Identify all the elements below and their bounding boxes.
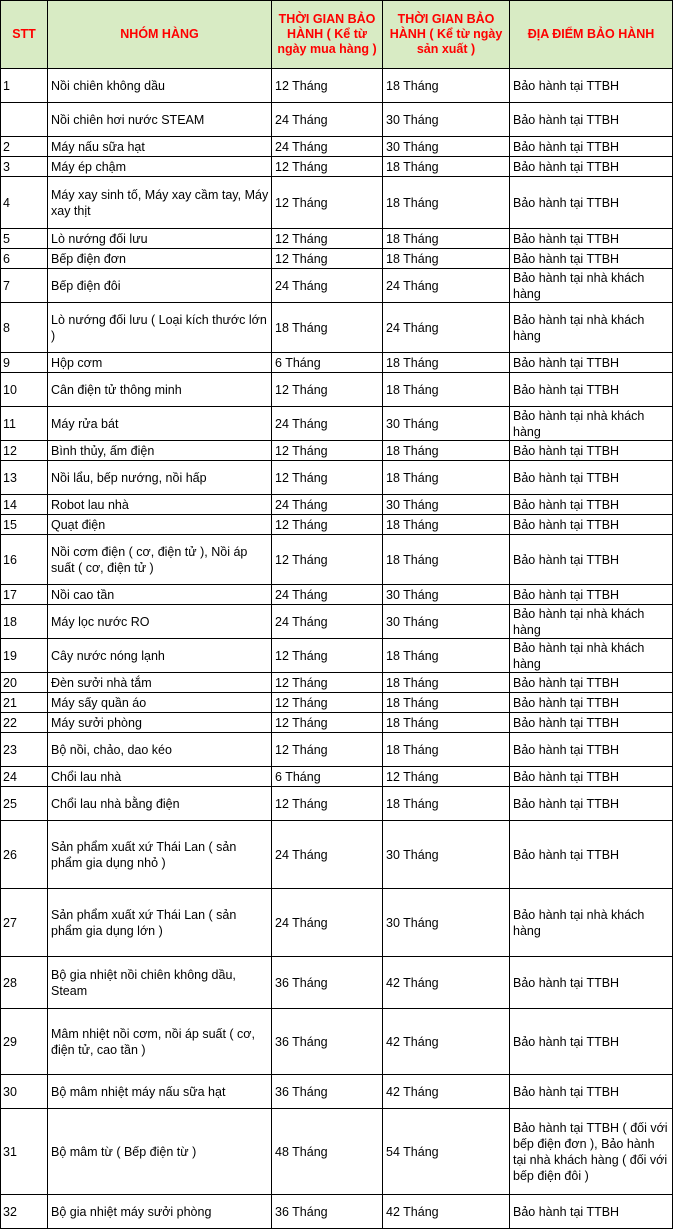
product-group-cell: Nồi cơm điện ( cơ, điện tử ), Nồi áp suất ( cơ, điện tử ) <box>48 535 272 585</box>
warranty-purchase-cell: 48 Tháng <box>272 1109 383 1195</box>
warranty-location-cell: Bảo hành tại TTBH <box>510 1195 673 1229</box>
product-group-cell: Bộ mâm nhiệt máy nấu sữa hạt <box>48 1075 272 1109</box>
warranty-purchase-cell: 24 Tháng <box>272 605 383 639</box>
warranty-purchase-cell: 24 Tháng <box>272 889 383 957</box>
warranty-location-cell: Bảo hành tại TTBH <box>510 713 673 733</box>
warranty-location-cell: Bảo hành tại TTBH <box>510 787 673 821</box>
product-group-cell: Chổi lau nhà <box>48 767 272 787</box>
warranty-location-cell: Bảo hành tại TTBH <box>510 495 673 515</box>
warranty-location-cell: Bảo hành tại TTBH <box>510 353 673 373</box>
row-number: 30 <box>1 1075 48 1109</box>
product-group-cell: Máy sấy quần áo <box>48 693 272 713</box>
product-group-cell: Bếp điện đôi <box>48 269 272 303</box>
warranty-location-cell: Bảo hành tại TTBH <box>510 957 673 1009</box>
warranty-purchase-cell: 12 Tháng <box>272 733 383 767</box>
header-warranty-from-manufacture: THỜI GIAN BẢO HÀNH ( Kể từ ngày sản xuất ) <box>383 1 510 69</box>
warranty-purchase-cell: 12 Tháng <box>272 157 383 177</box>
warranty-location-cell: Bảo hành tại TTBH <box>510 441 673 461</box>
product-group-cell: Lò nướng đối lưu <box>48 229 272 249</box>
warranty-purchase-cell: 24 Tháng <box>272 495 383 515</box>
table-row <box>1 157 673 177</box>
row-number: 27 <box>1 889 48 957</box>
warranty-manufacture-cell: 18 Tháng <box>383 177 510 229</box>
header-stt: STT <box>1 1 48 69</box>
warranty-purchase-cell: 36 Tháng <box>272 1075 383 1109</box>
row-number: 17 <box>1 585 48 605</box>
product-group-cell: Đèn sưởi nhà tắm <box>48 673 272 693</box>
row-number: 15 <box>1 515 48 535</box>
row-number: 11 <box>1 407 48 441</box>
warranty-location-cell: Bảo hành tại TTBH <box>510 103 673 137</box>
warranty-location-cell: Bảo hành tại TTBH ( đối với bếp điện đơn ), Bảo hành tại nhà khách hàng ( đối với bếp điện đôi ) <box>510 1109 673 1195</box>
table-row <box>1 535 673 585</box>
row-number: 5 <box>1 229 48 249</box>
warranty-purchase-cell: 12 Tháng <box>272 693 383 713</box>
warranty-purchase-cell: 24 Tháng <box>272 407 383 441</box>
row-number: 2 <box>1 137 48 157</box>
product-group-cell: Máy lọc nước RO <box>48 605 272 639</box>
row-number: 26 <box>1 821 48 889</box>
table-row <box>1 103 673 137</box>
table-body <box>1 69 673 1229</box>
warranty-manufacture-cell: 18 Tháng <box>383 515 510 535</box>
warranty-location-cell: Bảo hành tại TTBH <box>510 1075 673 1109</box>
product-group-cell: Bộ gia nhiệt nồi chiên không dầu, Steam <box>48 957 272 1009</box>
product-group-cell: Nồi chiên hơi nước STEAM <box>48 103 272 137</box>
header-row <box>1 1 673 69</box>
warranty-manufacture-cell: 18 Tháng <box>383 713 510 733</box>
warranty-purchase-cell: 24 Tháng <box>272 103 383 137</box>
table-row <box>1 733 673 767</box>
row-number: 21 <box>1 693 48 713</box>
warranty-purchase-cell: 12 Tháng <box>272 249 383 269</box>
warranty-location-cell: Bảo hành tại TTBH <box>510 373 673 407</box>
warranty-location-cell: Bảo hành tại nhà khách hàng <box>510 605 673 639</box>
product-group-cell: Nồi cao tần <box>48 585 272 605</box>
row-number: 22 <box>1 713 48 733</box>
product-group-cell: Chổi lau nhà bằng điện <box>48 787 272 821</box>
warranty-manufacture-cell: 42 Tháng <box>383 1195 510 1229</box>
warranty-manufacture-cell: 30 Tháng <box>383 103 510 137</box>
warranty-location-cell: Bảo hành tại nhà khách hàng <box>510 639 673 673</box>
warranty-purchase-cell: 24 Tháng <box>272 137 383 157</box>
warranty-manufacture-cell: 30 Tháng <box>383 495 510 515</box>
warranty-purchase-cell: 12 Tháng <box>272 229 383 249</box>
warranty-purchase-cell: 36 Tháng <box>272 957 383 1009</box>
warranty-location-cell: Bảo hành tại TTBH <box>510 733 673 767</box>
product-group-cell: Máy ép chậm <box>48 157 272 177</box>
table-row <box>1 821 673 889</box>
table-row <box>1 767 673 787</box>
warranty-manufacture-cell: 18 Tháng <box>383 441 510 461</box>
row-number: 19 <box>1 639 48 673</box>
warranty-purchase-cell: 24 Tháng <box>272 585 383 605</box>
row-number: 1 <box>1 69 48 103</box>
warranty-manufacture-cell: 18 Tháng <box>383 639 510 673</box>
warranty-manufacture-cell: 18 Tháng <box>383 373 510 407</box>
table-row <box>1 889 673 957</box>
row-number: 10 <box>1 373 48 407</box>
warranty-purchase-cell: 12 Tháng <box>272 673 383 693</box>
warranty-manufacture-cell: 18 Tháng <box>383 787 510 821</box>
product-group-cell: Bộ mâm từ ( Bếp điện từ ) <box>48 1109 272 1195</box>
table-row <box>1 269 673 303</box>
table-row <box>1 605 673 639</box>
warranty-purchase-cell: 36 Tháng <box>272 1195 383 1229</box>
warranty-location-cell: Bảo hành tại TTBH <box>510 229 673 249</box>
product-group-cell: Máy rửa bát <box>48 407 272 441</box>
table-row <box>1 441 673 461</box>
warranty-manufacture-cell: 42 Tháng <box>383 1009 510 1075</box>
row-number: 28 <box>1 957 48 1009</box>
warranty-manufacture-cell: 30 Tháng <box>383 585 510 605</box>
warranty-location-cell: Bảo hành tại TTBH <box>510 767 673 787</box>
row-number: 13 <box>1 461 48 495</box>
product-group-cell: Cân điện tử thông minh <box>48 373 272 407</box>
table-row <box>1 639 673 673</box>
warranty-location-cell: Bảo hành tại nhà khách hàng <box>510 889 673 957</box>
row-number: 4 <box>1 177 48 229</box>
warranty-purchase-cell: 36 Tháng <box>272 1009 383 1075</box>
warranty-purchase-cell: 12 Tháng <box>272 515 383 535</box>
table-row <box>1 229 673 249</box>
row-number: 25 <box>1 787 48 821</box>
row-number: 16 <box>1 535 48 585</box>
product-group-cell: Bình thủy, ấm điện <box>48 441 272 461</box>
product-group-cell: Sản phẩm xuất xứ Thái Lan ( sản phẩm gia dụng lớn ) <box>48 889 272 957</box>
table-row <box>1 1009 673 1075</box>
warranty-manufacture-cell: 54 Tháng <box>383 1109 510 1195</box>
product-group-cell: Máy xay sinh tố, Máy xay cầm tay, Máy xay thịt <box>48 177 272 229</box>
warranty-manufacture-cell: 30 Tháng <box>383 821 510 889</box>
product-group-cell: Bếp điện đơn <box>48 249 272 269</box>
warranty-manufacture-cell: 30 Tháng <box>383 889 510 957</box>
table-row <box>1 461 673 495</box>
row-number: 18 <box>1 605 48 639</box>
warranty-manufacture-cell: 30 Tháng <box>383 137 510 157</box>
table-row <box>1 495 673 515</box>
table-row <box>1 407 673 441</box>
warranty-purchase-cell: 6 Tháng <box>272 767 383 787</box>
warranty-purchase-cell: 12 Tháng <box>272 713 383 733</box>
warranty-location-cell: Bảo hành tại TTBH <box>510 821 673 889</box>
table-row <box>1 69 673 103</box>
table-row <box>1 353 673 373</box>
row-number: 23 <box>1 733 48 767</box>
warranty-manufacture-cell: 18 Tháng <box>383 157 510 177</box>
warranty-manufacture-cell: 30 Tháng <box>383 407 510 441</box>
product-group-cell: Cây nước nóng lạnh <box>48 639 272 673</box>
warranty-location-cell: Bảo hành tại TTBH <box>510 249 673 269</box>
warranty-manufacture-cell: 18 Tháng <box>383 461 510 495</box>
table-row <box>1 1109 673 1195</box>
product-group-cell: Quạt điện <box>48 515 272 535</box>
row-number: 9 <box>1 353 48 373</box>
row-number: 8 <box>1 303 48 353</box>
row-number: 14 <box>1 495 48 515</box>
product-group-cell: Hộp cơm <box>48 353 272 373</box>
warranty-manufacture-cell: 12 Tháng <box>383 767 510 787</box>
warranty-manufacture-cell: 18 Tháng <box>383 69 510 103</box>
table-row <box>1 787 673 821</box>
warranty-manufacture-cell: 42 Tháng <box>383 957 510 1009</box>
warranty-location-cell: Bảo hành tại TTBH <box>510 461 673 495</box>
warranty-location-cell: Bảo hành tại TTBH <box>510 137 673 157</box>
warranty-location-cell: Bảo hành tại TTBH <box>510 673 673 693</box>
table-row <box>1 1195 673 1229</box>
warranty-location-cell: Bảo hành tại TTBH <box>510 1009 673 1075</box>
warranty-location-cell: Bảo hành tại TTBH <box>510 515 673 535</box>
warranty-location-cell: Bảo hành tại TTBH <box>510 535 673 585</box>
warranty-purchase-cell: 24 Tháng <box>272 821 383 889</box>
warranty-purchase-cell: 12 Tháng <box>272 441 383 461</box>
warranty-manufacture-cell: 18 Tháng <box>383 535 510 585</box>
header-warranty-from-purchase: THỜI GIAN BẢO HÀNH ( Kể từ ngày mua hàng ) <box>272 1 383 69</box>
warranty-manufacture-cell: 24 Tháng <box>383 303 510 353</box>
warranty-manufacture-cell: 18 Tháng <box>383 353 510 373</box>
warranty-manufacture-cell: 18 Tháng <box>383 229 510 249</box>
warranty-purchase-cell: 24 Tháng <box>272 269 383 303</box>
warranty-location-cell: Bảo hành tại nhà khách hàng <box>510 269 673 303</box>
warranty-manufacture-cell: 18 Tháng <box>383 693 510 713</box>
warranty-location-cell: Bảo hành tại nhà khách hàng <box>510 303 673 353</box>
row-number: 32 <box>1 1195 48 1229</box>
warranty-location-cell: Bảo hành tại nhà khách hàng <box>510 407 673 441</box>
row-number: 12 <box>1 441 48 461</box>
table-row <box>1 713 673 733</box>
warranty-purchase-cell: 12 Tháng <box>272 461 383 495</box>
header-product-group: NHÓM HÀNG <box>48 1 272 69</box>
product-group-cell: Máy sưởi phòng <box>48 713 272 733</box>
table-row <box>1 303 673 353</box>
warranty-manufacture-cell: 18 Tháng <box>383 249 510 269</box>
product-group-cell: Sản phẩm xuất xứ Thái Lan ( sản phẩm gia dụng nhỏ ) <box>48 821 272 889</box>
warranty-location-cell: Bảo hành tại TTBH <box>510 585 673 605</box>
row-number: 24 <box>1 767 48 787</box>
row-number: 20 <box>1 673 48 693</box>
product-group-cell: Bộ nồi, chảo, dao kéo <box>48 733 272 767</box>
row-number: 3 <box>1 157 48 177</box>
table-row <box>1 1075 673 1109</box>
product-group-cell: Nồi chiên không dầu <box>48 69 272 103</box>
row-number <box>1 103 48 137</box>
warranty-manufacture-cell: 24 Tháng <box>383 269 510 303</box>
table-row <box>1 177 673 229</box>
row-number: 31 <box>1 1109 48 1195</box>
warranty-location-cell: Bảo hành tại TTBH <box>510 69 673 103</box>
table-row <box>1 585 673 605</box>
table-row <box>1 137 673 157</box>
warranty-manufacture-cell: 18 Tháng <box>383 733 510 767</box>
warranty-purchase-cell: 12 Tháng <box>272 535 383 585</box>
table-row <box>1 693 673 713</box>
table-row <box>1 373 673 407</box>
table-row <box>1 957 673 1009</box>
product-group-cell: Bộ gia nhiệt máy sưởi phòng <box>48 1195 272 1229</box>
warranty-manufacture-cell: 30 Tháng <box>383 605 510 639</box>
warranty-purchase-cell: 12 Tháng <box>272 373 383 407</box>
warranty-manufacture-cell: 18 Tháng <box>383 673 510 693</box>
warranty-purchase-cell: 12 Tháng <box>272 787 383 821</box>
warranty-location-cell: Bảo hành tại TTBH <box>510 693 673 713</box>
product-group-cell: Nồi lẩu, bếp nướng, nồi hấp <box>48 461 272 495</box>
table-row <box>1 673 673 693</box>
header-warranty-location: ĐỊA ĐIỂM BẢO HÀNH <box>510 1 673 69</box>
warranty-purchase-cell: 6 Tháng <box>272 353 383 373</box>
warranty-location-cell: Bảo hành tại TTBH <box>510 177 673 229</box>
row-number: 29 <box>1 1009 48 1075</box>
warranty-purchase-cell: 12 Tháng <box>272 177 383 229</box>
product-group-cell: Robot lau nhà <box>48 495 272 515</box>
row-number: 6 <box>1 249 48 269</box>
warranty-purchase-cell: 18 Tháng <box>272 303 383 353</box>
product-group-cell: Mâm nhiệt nồi cơm, nồi áp suất ( cơ, điện tử, cao tần ) <box>48 1009 272 1075</box>
product-group-cell: Lò nướng đối lưu ( Loại kích thước lớn ) <box>48 303 272 353</box>
table-row <box>1 249 673 269</box>
warranty-location-cell: Bảo hành tại TTBH <box>510 157 673 177</box>
row-number: 7 <box>1 269 48 303</box>
warranty-manufacture-cell: 42 Tháng <box>383 1075 510 1109</box>
warranty-purchase-cell: 12 Tháng <box>272 639 383 673</box>
product-group-cell: Máy nấu sữa hạt <box>48 137 272 157</box>
warranty-purchase-cell: 12 Tháng <box>272 69 383 103</box>
table-row <box>1 515 673 535</box>
